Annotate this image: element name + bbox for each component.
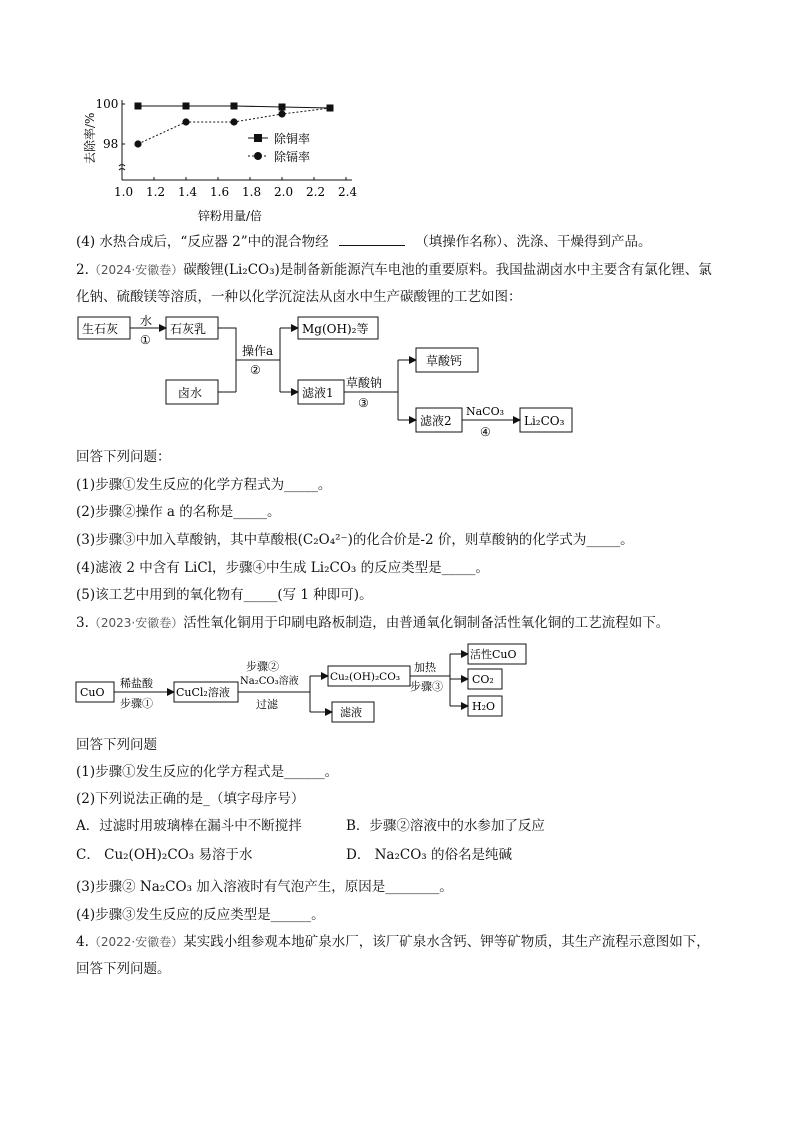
q2-s2: (2)步骤②操作 a 的名称是_____。 <box>76 504 281 520</box>
copper-removal-point <box>231 103 238 110</box>
cadmium-removal-point <box>134 140 141 147</box>
chart-x-tick-label: 2.2 <box>306 185 326 199</box>
chart-ylabel: 去除率/% <box>83 112 97 164</box>
q3-box-active-cuo <box>468 644 526 664</box>
svg-text:滤液2: 滤液2 <box>420 414 452 428</box>
q3-prompt: 回答下列问题 <box>76 737 157 753</box>
q2-box-calcium-oxalate <box>416 348 478 372</box>
q2-box-mgoh2 <box>298 317 378 339</box>
q2-intro-line2: 化钠、硫酸镁等溶质，一种以化学沉淀法从卤水中生产碳酸锂的工艺如图： <box>76 289 522 305</box>
q3-arrow2-top1: 步骤② <box>246 660 279 673</box>
legend-cadmium-marker <box>254 152 262 160</box>
chart-axes <box>96 97 358 199</box>
svg-text:石灰乳: 石灰乳 <box>170 322 207 336</box>
q3-option-b[interactable]: B．步骤②溶液中的水参加了反应 <box>346 818 545 834</box>
chart-x-tick-label: 1.0 <box>114 185 134 199</box>
q3-s2: (2)下列说法正确的是_（填字母序号） <box>76 791 305 807</box>
q2-arrow4-top: NaCO₃ <box>466 405 505 418</box>
chart-y-tick-label: 98 <box>103 137 119 151</box>
q3-box-filtrate <box>332 702 374 722</box>
chart-x-tick-label: 2.4 <box>338 185 358 199</box>
q3-box-cucl2 <box>174 682 238 702</box>
copper-removal-point <box>279 104 286 111</box>
q3-source-tag: （2023·安徽卷） <box>88 616 184 630</box>
q2-arrow2-bot: ② <box>250 363 261 377</box>
q2-box-filtrate1 <box>298 380 344 404</box>
chart-x-tick-label: 1.4 <box>178 185 198 199</box>
svg-text:Mg(OH)₂等: Mg(OH)₂等 <box>302 322 369 336</box>
q2-s4: (4)滤液 2 中含有 LiCl，步骤④中生成 Li₂CO₃ 的反应类型是_____。 <box>76 560 489 576</box>
svg-text:CuO: CuO <box>80 686 105 699</box>
q3-arrow1-top: 稀盐酸 <box>120 677 153 690</box>
svg-text:CO₂: CO₂ <box>472 673 494 686</box>
chart-x-tick-label: 2.0 <box>274 185 294 199</box>
chart-y-tick-label: 100 <box>95 97 119 111</box>
q2-prompt: 回答下列问题： <box>76 449 171 465</box>
q2-box-limemilk <box>166 317 218 339</box>
q2-s1: (1)步骤①发生反应的化学方程式为_____。 <box>76 477 332 493</box>
svg-text:Li₂CO₃: Li₂CO₃ <box>524 414 565 428</box>
q1-sub4: (4) 水热合成后，“反应器 2”中的混合物经 （填操作名称）、洗涤、干燥得到产品。 <box>76 234 652 250</box>
q2-intro-line1: 2.（2024·安徽卷）碳酸锂(Li₂CO₃)是制备新能源汽车电池的重要原料。我国盐湖卤水中主要含有氯化锂、氯 <box>76 262 712 278</box>
q3-arrow3-top: 加热 <box>414 661 436 674</box>
q2-arrow2-top: 操作a <box>242 344 274 358</box>
q4-intro-line1: 4.（2022·安徽卷）某实践小组参观本地矿泉水厂，该厂矿泉水含钙、钾等矿物质，其生产流程示意图如下， <box>76 934 710 950</box>
q3-option-a[interactable]: A．过滤时用玻璃棒在漏斗中不断搅拌 <box>76 818 302 834</box>
legend-cadmium-label: 除镉率 <box>274 150 311 164</box>
q3-option-c[interactable]: C． Cu₂(OH)₂CO₃ 易溶于水 <box>76 847 253 863</box>
q3-box-cu2oh2co3 <box>328 666 410 686</box>
q2-s5: (5)该工艺中用到的氧化物有_____(写 1 种即可)。 <box>76 587 373 603</box>
svg-text:生石灰: 生石灰 <box>82 322 119 336</box>
copper-removal-point <box>135 103 142 110</box>
q3-box-cuo <box>76 682 114 702</box>
q2-arrow1-bot: ① <box>140 333 151 347</box>
q3-s3: (3)步骤② Na₂CO₃ 加入溶液时有气泡产生，原因是________。 <box>76 879 453 895</box>
chart-xlabel: 锌粉用量/倍 <box>198 209 263 223</box>
removal-rate-chart <box>70 92 370 232</box>
cadmium-removal-point <box>326 104 333 111</box>
svg-text:活性CuO: 活性CuO <box>470 648 517 661</box>
svg-text:滤液: 滤液 <box>340 706 362 719</box>
q3-option-d[interactable]: D． Na₂CO₃ 的俗名是纯碱 <box>346 847 512 863</box>
cadmium-removal-point <box>230 118 237 125</box>
legend-copper-marker <box>254 134 262 142</box>
chart-legend <box>248 131 310 164</box>
q3-flowchart <box>70 638 540 724</box>
q4-intro-line2: 回答下列问题。 <box>76 961 171 977</box>
q3-arrow2-top2: Na₂CO₃溶液 <box>240 676 299 687</box>
svg-text:卤水: 卤水 <box>178 386 203 400</box>
q3-arrow3-bot: 步骤③ <box>410 680 443 693</box>
q2-arrow3-bot: ③ <box>358 396 369 410</box>
q2-flowchart <box>70 308 590 440</box>
q3-s4: (4)步骤③发生反应的反应类型是______。 <box>76 907 325 923</box>
chart-x-tick-label: 1.2 <box>146 185 166 199</box>
svg-text:Cu₂(OH)₂CO₃: Cu₂(OH)₂CO₃ <box>330 671 401 683</box>
q1-sub4-blank[interactable] <box>339 232 405 246</box>
q3-box-co2 <box>468 669 502 689</box>
q4-source-tag: （2022·安徽卷） <box>88 935 184 949</box>
q2-s3: (3)步骤③中加入草酸钠，其中草酸根(C₂O₄²⁻)的化合价是-2 价，则草酸钠的化学式为_____。 <box>76 532 634 548</box>
cadmium-removal-point <box>278 110 285 117</box>
legend-copper-label: 除铜率 <box>274 132 311 146</box>
q2-box-li2co3 <box>520 408 572 432</box>
q2-box-quicklime <box>78 317 130 339</box>
chart-x-tick-label: 1.6 <box>210 185 230 199</box>
cadmium-removal-point <box>182 118 189 125</box>
copper-removal-point <box>183 103 190 110</box>
q3-arrow2-bot: 过滤 <box>256 698 278 711</box>
q2-arrow4-bot: ④ <box>480 425 491 439</box>
svg-text:草酸钙: 草酸钙 <box>426 354 463 368</box>
chart-x-tick-label: 1.8 <box>242 185 262 199</box>
q2-box-brine <box>166 380 218 404</box>
q2-arrow3-top: 草酸钠 <box>346 376 383 390</box>
q3-arrow1-bot: 步骤① <box>120 697 153 710</box>
q3-box-h2o <box>468 696 502 716</box>
q3-intro: 3.（2023·安徽卷）活性氧化铜用于印刷电路板制造，由普通氧化铜制备活性氧化铜的工艺流程如下。 <box>76 615 670 631</box>
svg-text:滤液1: 滤液1 <box>302 386 334 400</box>
q2-source-tag: （2024·安徽卷） <box>88 263 184 277</box>
svg-text:CuCl₂溶液: CuCl₂溶液 <box>176 686 230 699</box>
q3-s1: (1)步骤①发生反应的化学方程式是______。 <box>76 764 339 780</box>
q2-arrow1-top: 水 <box>140 314 153 328</box>
svg-text:H₂O: H₂O <box>472 700 496 713</box>
q2-box-filtrate2 <box>416 408 462 432</box>
